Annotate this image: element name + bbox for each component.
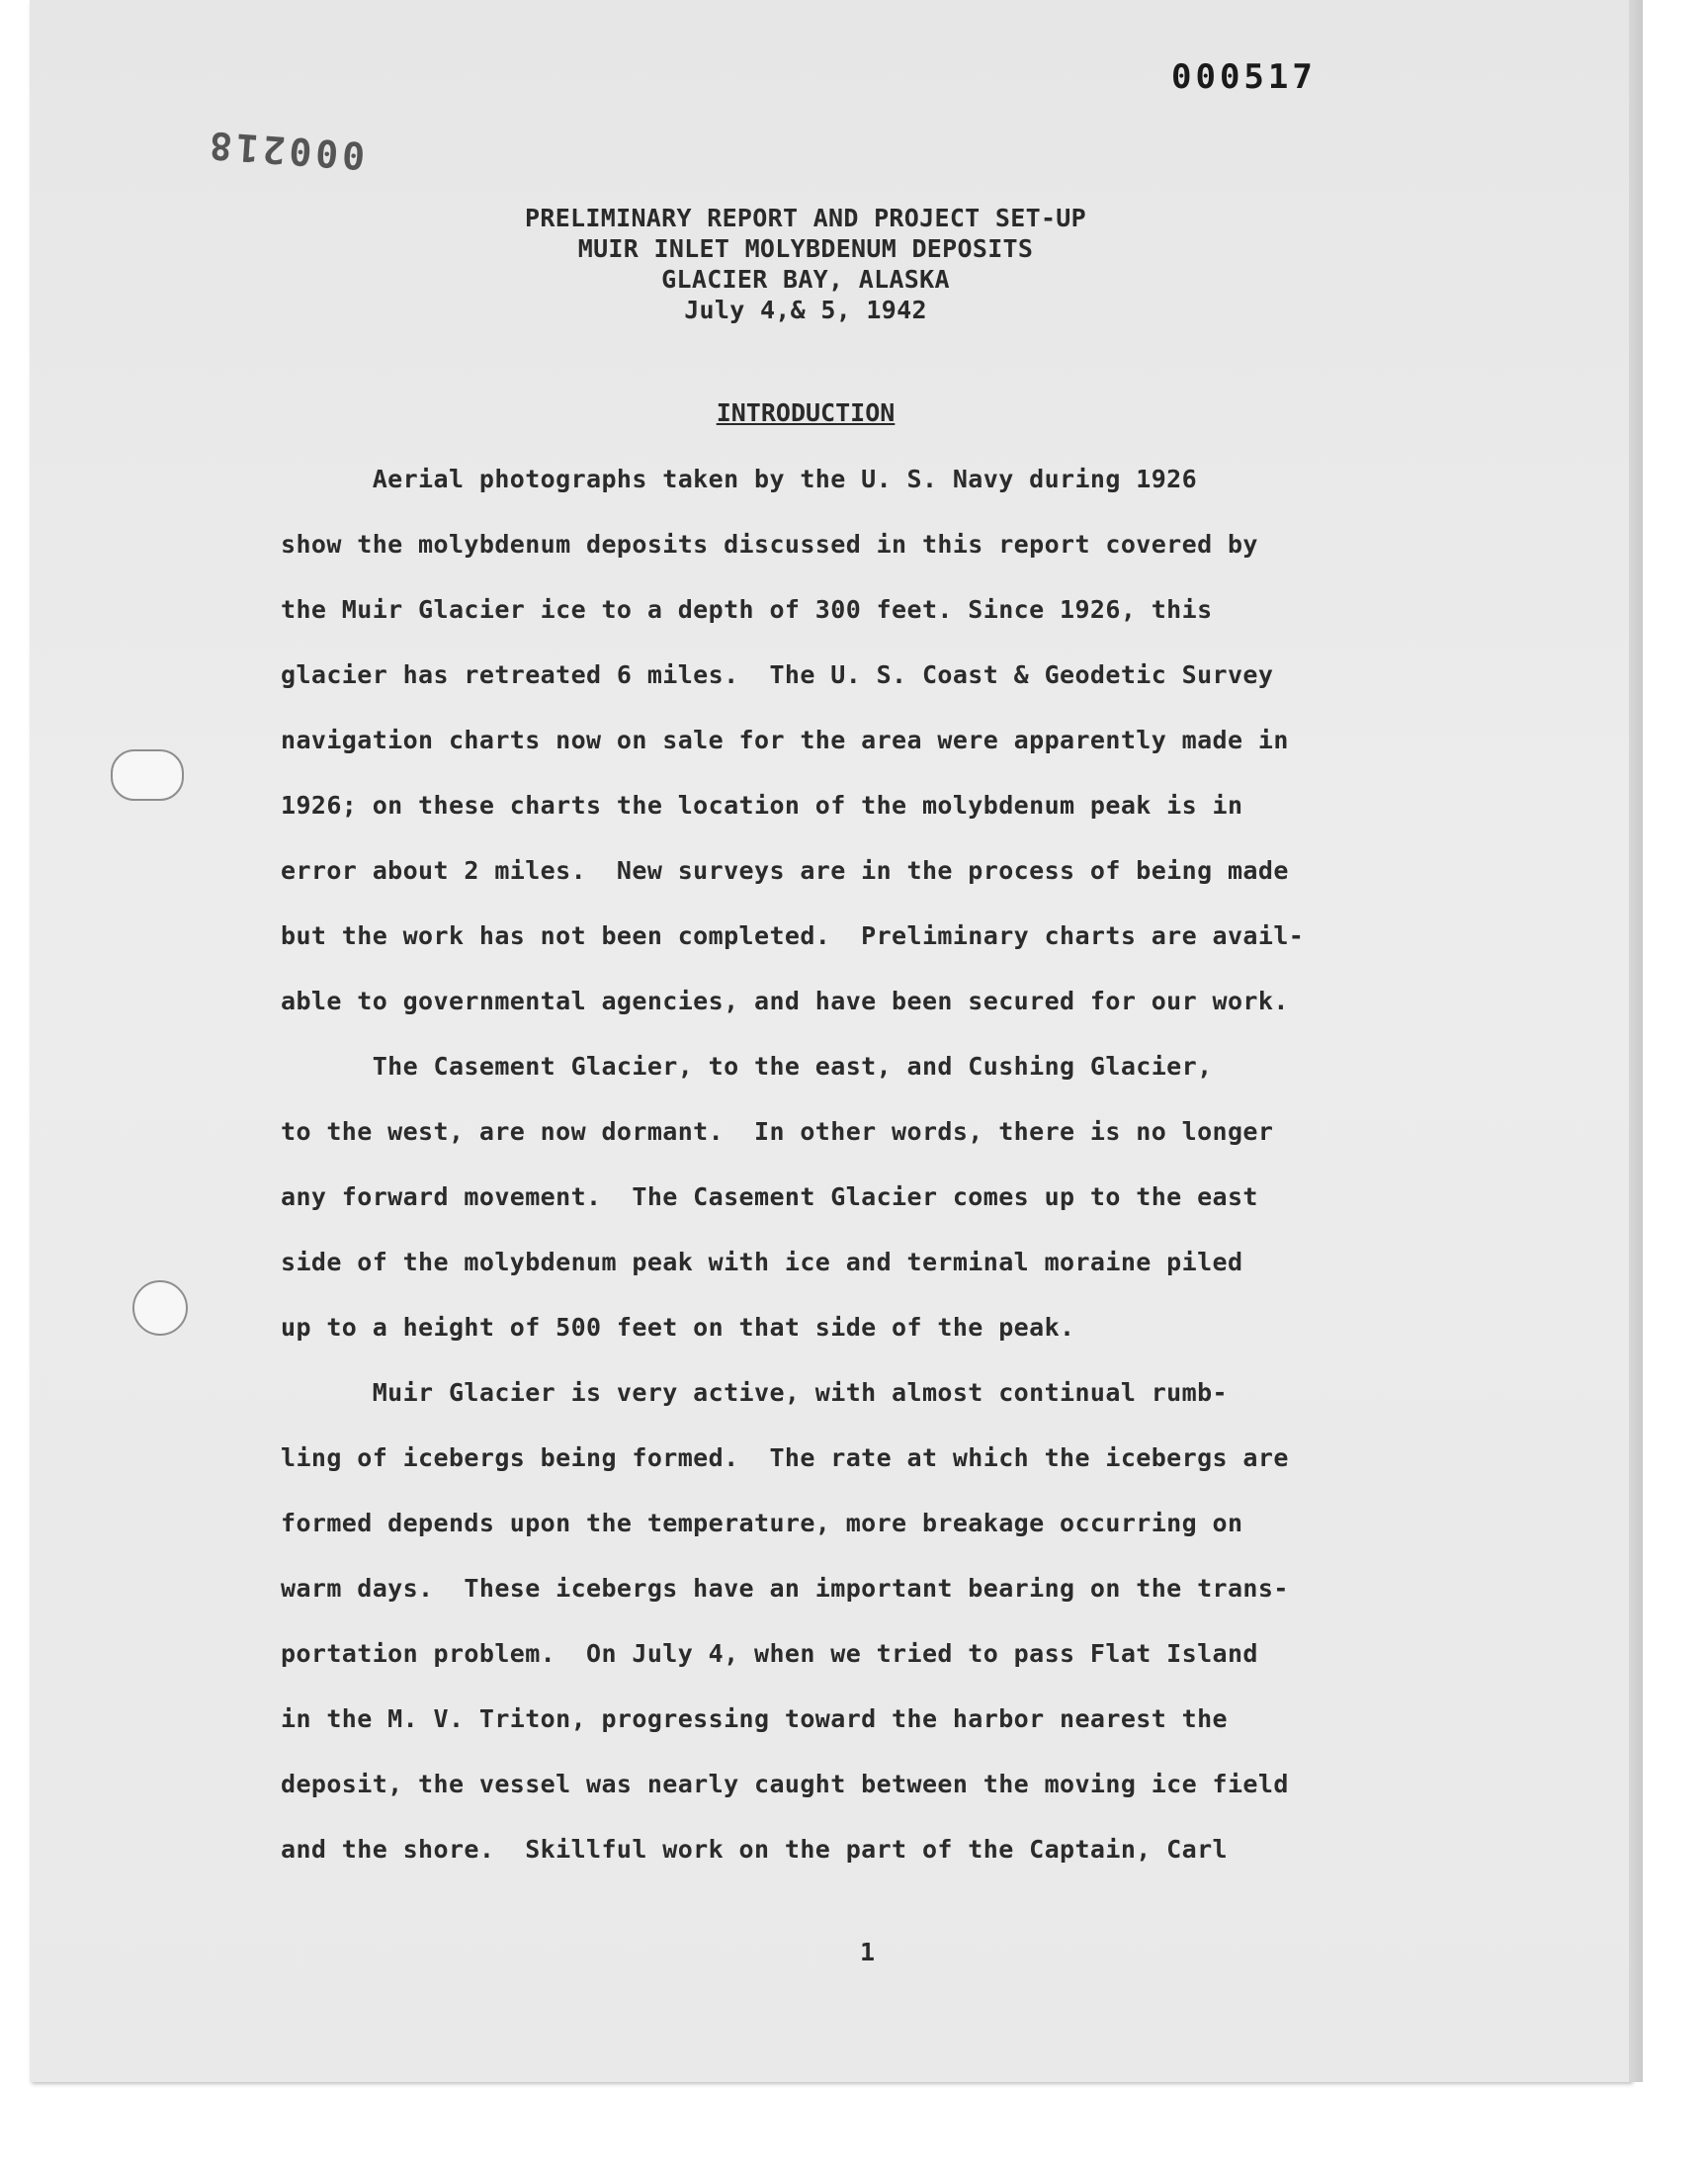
- heading-line-3: GLACIER BAY, ALASKA: [661, 265, 950, 294]
- body-line-19: portation problem. On July 4, when we tried to pass Flat Island: [281, 1639, 1258, 1668]
- punch-hole-middle: [132, 1280, 188, 1336]
- body-line-3: the Muir Glacier ice to a depth of 300 feet. Since 1926, this: [281, 595, 1213, 624]
- body-line-5: navigation charts now on sale for the area were apparently made in: [281, 726, 1289, 754]
- body-line-18: warm days. These icebergs have an important bearing on the trans-: [281, 1574, 1289, 1603]
- body-line-10: The Casement Glacier, to the east, and Cushing Glacier,: [281, 1052, 1213, 1081]
- body-line-14: up to a height of 500 feet on that side of the peak.: [281, 1313, 1075, 1342]
- body-line-6: 1926; on these charts the location of the molybdenum peak is in: [281, 791, 1243, 820]
- heading-line-1: PRELIMINARY REPORT AND PROJECT SET-UP: [525, 204, 1086, 232]
- body-line-16: ling of icebergs being formed. The rate at which the icebergs are: [281, 1443, 1289, 1472]
- body-line-17: formed depends upon the temperature, more breakage occurring on: [281, 1509, 1243, 1537]
- rotated-number-stamp: 000218: [204, 123, 367, 178]
- document-number-stamp: 000517: [1171, 57, 1317, 97]
- body-line-8: but the work has not been completed. Preliminary charts are avail-: [281, 921, 1305, 950]
- body-line-12: any forward movement. The Casement Glacier comes up to the east: [281, 1182, 1258, 1211]
- page-number: 1: [860, 1938, 876, 1966]
- body-line-13: side of the molybdenum peak with ice and terminal moraine piled: [281, 1248, 1243, 1276]
- body-line-7: error about 2 miles. New surveys are in the process of being made: [281, 856, 1289, 885]
- body-line-1: Aerial photographs taken by the U. S. Navy during 1926: [281, 465, 1198, 493]
- report-heading: [0, 203, 1611, 325]
- punch-hole-top: [111, 749, 184, 801]
- body-line-15: Muir Glacier is very active, with almost continual rumb-: [281, 1378, 1228, 1407]
- heading-line-4: July 4,& 5, 1942: [684, 296, 927, 324]
- heading-line-2: MUIR INLET MOLYBDENUM DEPOSITS: [577, 234, 1034, 263]
- section-title-introduction: INTRODUCTION: [716, 398, 896, 427]
- body-line-11: to the west, are now dormant. In other words, there is no longer: [281, 1117, 1274, 1146]
- body-line-21: deposit, the vessel was nearly caught between the moving ice field: [281, 1770, 1289, 1798]
- body-line-22: and the shore. Skillful work on the part of the Captain, Carl: [281, 1835, 1228, 1864]
- body-line-4: glacier has retreated 6 miles. The U. S. Coast & Geodetic Survey: [281, 660, 1274, 689]
- body-line-9: able to governmental agencies, and have been secured for our work.: [281, 987, 1289, 1015]
- body-line-2: show the molybdenum deposits discussed in this report covered by: [281, 530, 1258, 559]
- body-line-20: in the M. V. Triton, progressing toward the harbor nearest the: [281, 1704, 1228, 1733]
